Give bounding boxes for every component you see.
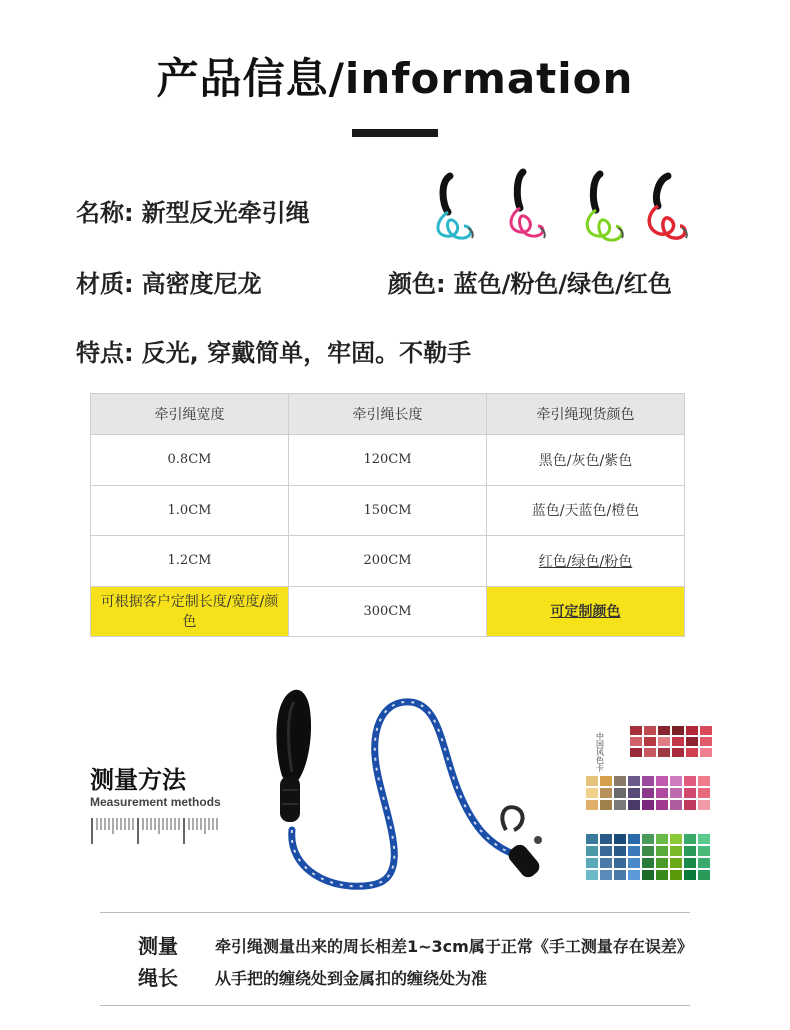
measurement-title: 测量方法 (90, 766, 186, 794)
name-value: 新型反光牵引绳 (141, 199, 310, 227)
swatch-card-title: 中国风色卡 (595, 732, 605, 772)
divider-bottom (100, 1005, 690, 1006)
table-header-row (91, 394, 685, 435)
table-cell-length: 200CM (289, 536, 487, 587)
table-cell-width: 1.2CM (91, 536, 289, 587)
name-label: 名称: (76, 199, 134, 227)
material-value: 高密度尼龙 (141, 270, 262, 298)
ruler-icon (90, 818, 220, 846)
note-heading-line1: 测量 (138, 934, 178, 958)
table-row (91, 536, 685, 587)
custom-color-cell: 可定制颜色 (487, 586, 685, 637)
custom-size-cell: 可根据客户定制长度/宽度/颜色 (91, 586, 289, 637)
table-row (91, 586, 685, 637)
spec-table (90, 393, 685, 637)
note-text-line1: 牵引绳测量出来的周长相差1~3cm属于正常《手工测量存在误差》 (215, 937, 693, 956)
page-title: 产品信息/information (156, 54, 634, 103)
table-cell-colors: 红色/绿色/粉色 (487, 536, 685, 587)
color-swatch-card (586, 716, 716, 886)
product-color-thumbnails (428, 164, 698, 248)
table-cell-length: 120CM (289, 435, 487, 486)
color-row (388, 264, 672, 299)
feature-row (76, 333, 471, 368)
color-label: 颜色: (388, 270, 446, 298)
swatch-grid-mixed (586, 776, 710, 810)
leash-product-image (262, 680, 582, 905)
column-header-colors: 牵引绳现货颜色 (487, 394, 685, 435)
table-cell-colors: 黑色/灰色/紫色 (487, 435, 685, 486)
blue-leash-thumbnail (438, 176, 473, 238)
material-row (76, 264, 262, 299)
note-text-line2: 从手把的缠绕处到金属扣的缠绕处为准 (215, 969, 488, 988)
measurement-subtitle: Measurement methods (90, 795, 221, 809)
green-leash-thumbnail (587, 174, 623, 240)
title-underline (352, 129, 438, 137)
table-cell-width: 1.0CM (91, 485, 289, 536)
product-name-row (76, 193, 310, 228)
feature-value: 反光, 穿戴简单，牢固。不勒手 (141, 339, 472, 367)
column-header-width: 牵引绳宽度 (91, 394, 289, 435)
table-cell-length: 150CM (289, 485, 487, 536)
note-heading-line2: 绳长 (138, 966, 178, 990)
divider-top (100, 912, 690, 913)
material-label: 材质: (76, 270, 134, 298)
column-header-length: 牵引绳长度 (289, 394, 487, 435)
table-cell-colors: 蓝色/天蓝色/橙色 (487, 485, 685, 536)
table-cell-length: 300CM (289, 586, 487, 637)
feature-label: 特点: (76, 339, 134, 367)
pink-leash-thumbnail (511, 172, 545, 238)
red-leash-thumbnail (649, 176, 687, 238)
table-cell-width: 0.8CM (91, 435, 289, 486)
color-value: 蓝色/粉色/绿色/红色 (453, 270, 672, 298)
table-row (91, 435, 685, 486)
table-row (91, 485, 685, 536)
